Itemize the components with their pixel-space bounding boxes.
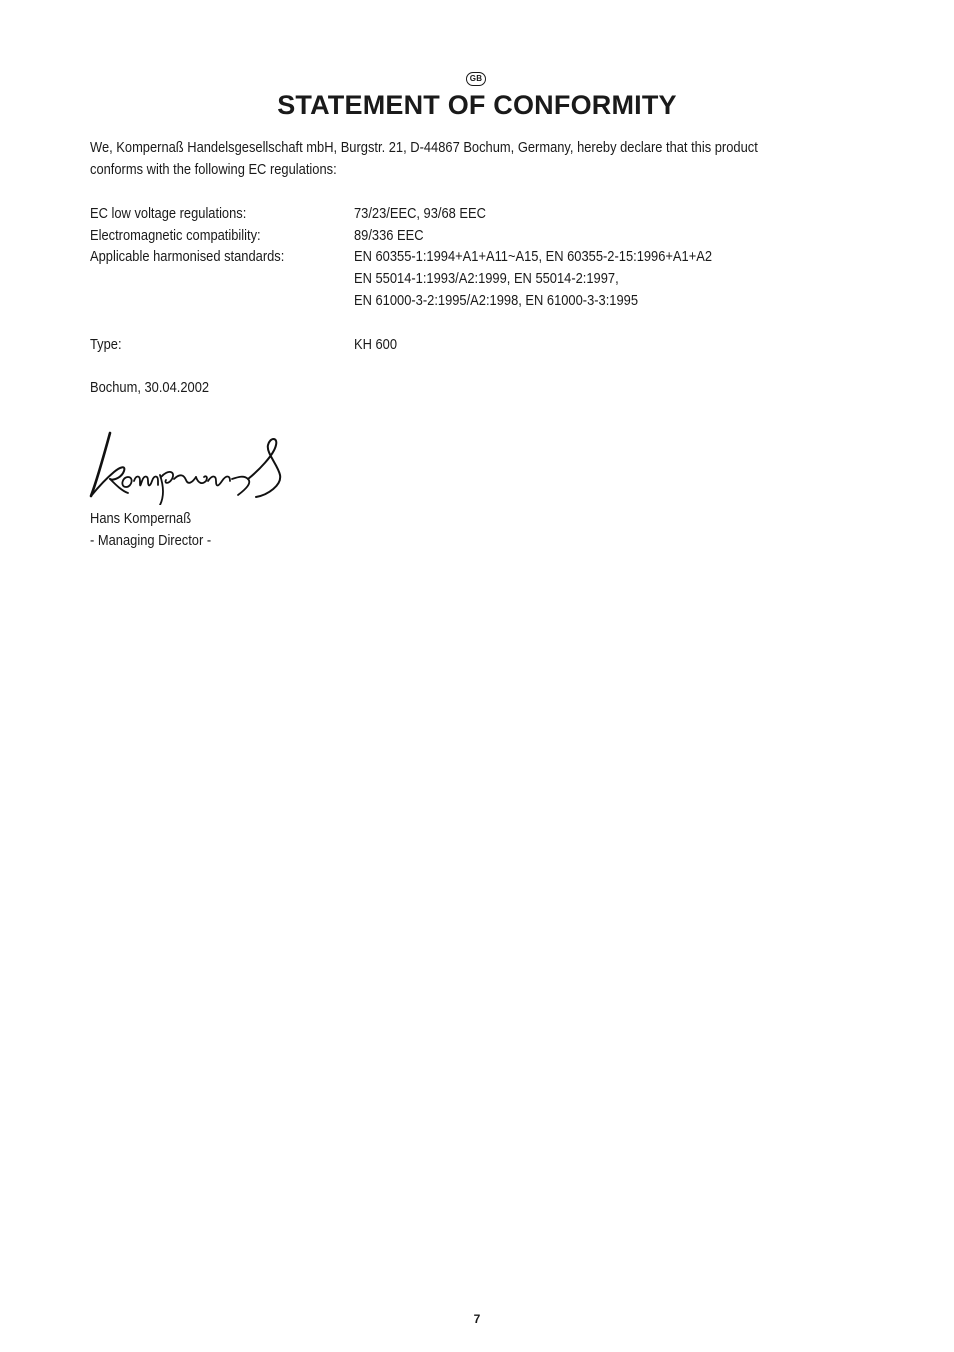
signature-image [88,425,288,505]
regulation-label: EC low voltage regulations: [90,205,247,222]
type-value: KH 600 [354,336,398,353]
regulation-value: 73/23/EEC, 93/68 EEC [354,205,486,222]
intro-line-1 [90,137,867,159]
page-number: 7 [473,1312,481,1326]
language-badge-gb: GB [466,72,486,86]
regulation-value: EN 60355-1:1994+A1+A11~A15, EN 60355-2-15:1996+A1+A2 [354,248,713,265]
place-date-text: Bochum, 30.04.2002 [90,379,210,396]
signatory-role [90,530,231,552]
intro-line-2-text: conforms with the following EC regulations: [90,161,337,178]
intro-line-1-text: We, Kompernaß Handelsgesellschaft mbH, Burgstr. 21, D-44867 Bochum, Germany, hereby declare that this product [90,139,758,156]
signatory-name [90,508,208,530]
regulation-value: EN 55014-1:1993/A2:1999, EN 55014-2:1997, [354,270,619,287]
regulation-value: 89/336 EEC [354,227,424,244]
regulation-value: EN 61000-3-2:1995/A2:1998, EN 61000-3-3:1995 [354,292,639,309]
signatory-name-text: Hans Kompernaß [90,510,192,527]
intro-line-2 [90,159,377,181]
type-label: Type: [90,336,122,353]
page-title: STATEMENT OF CONFORMITY [277,90,677,120]
regulation-label: Electromagnetic compatibility: [90,227,261,244]
signatory-role-text: - Managing Director - [90,532,212,549]
place-date [90,377,228,399]
regulation-label: Applicable harmonised standards: [90,248,285,265]
